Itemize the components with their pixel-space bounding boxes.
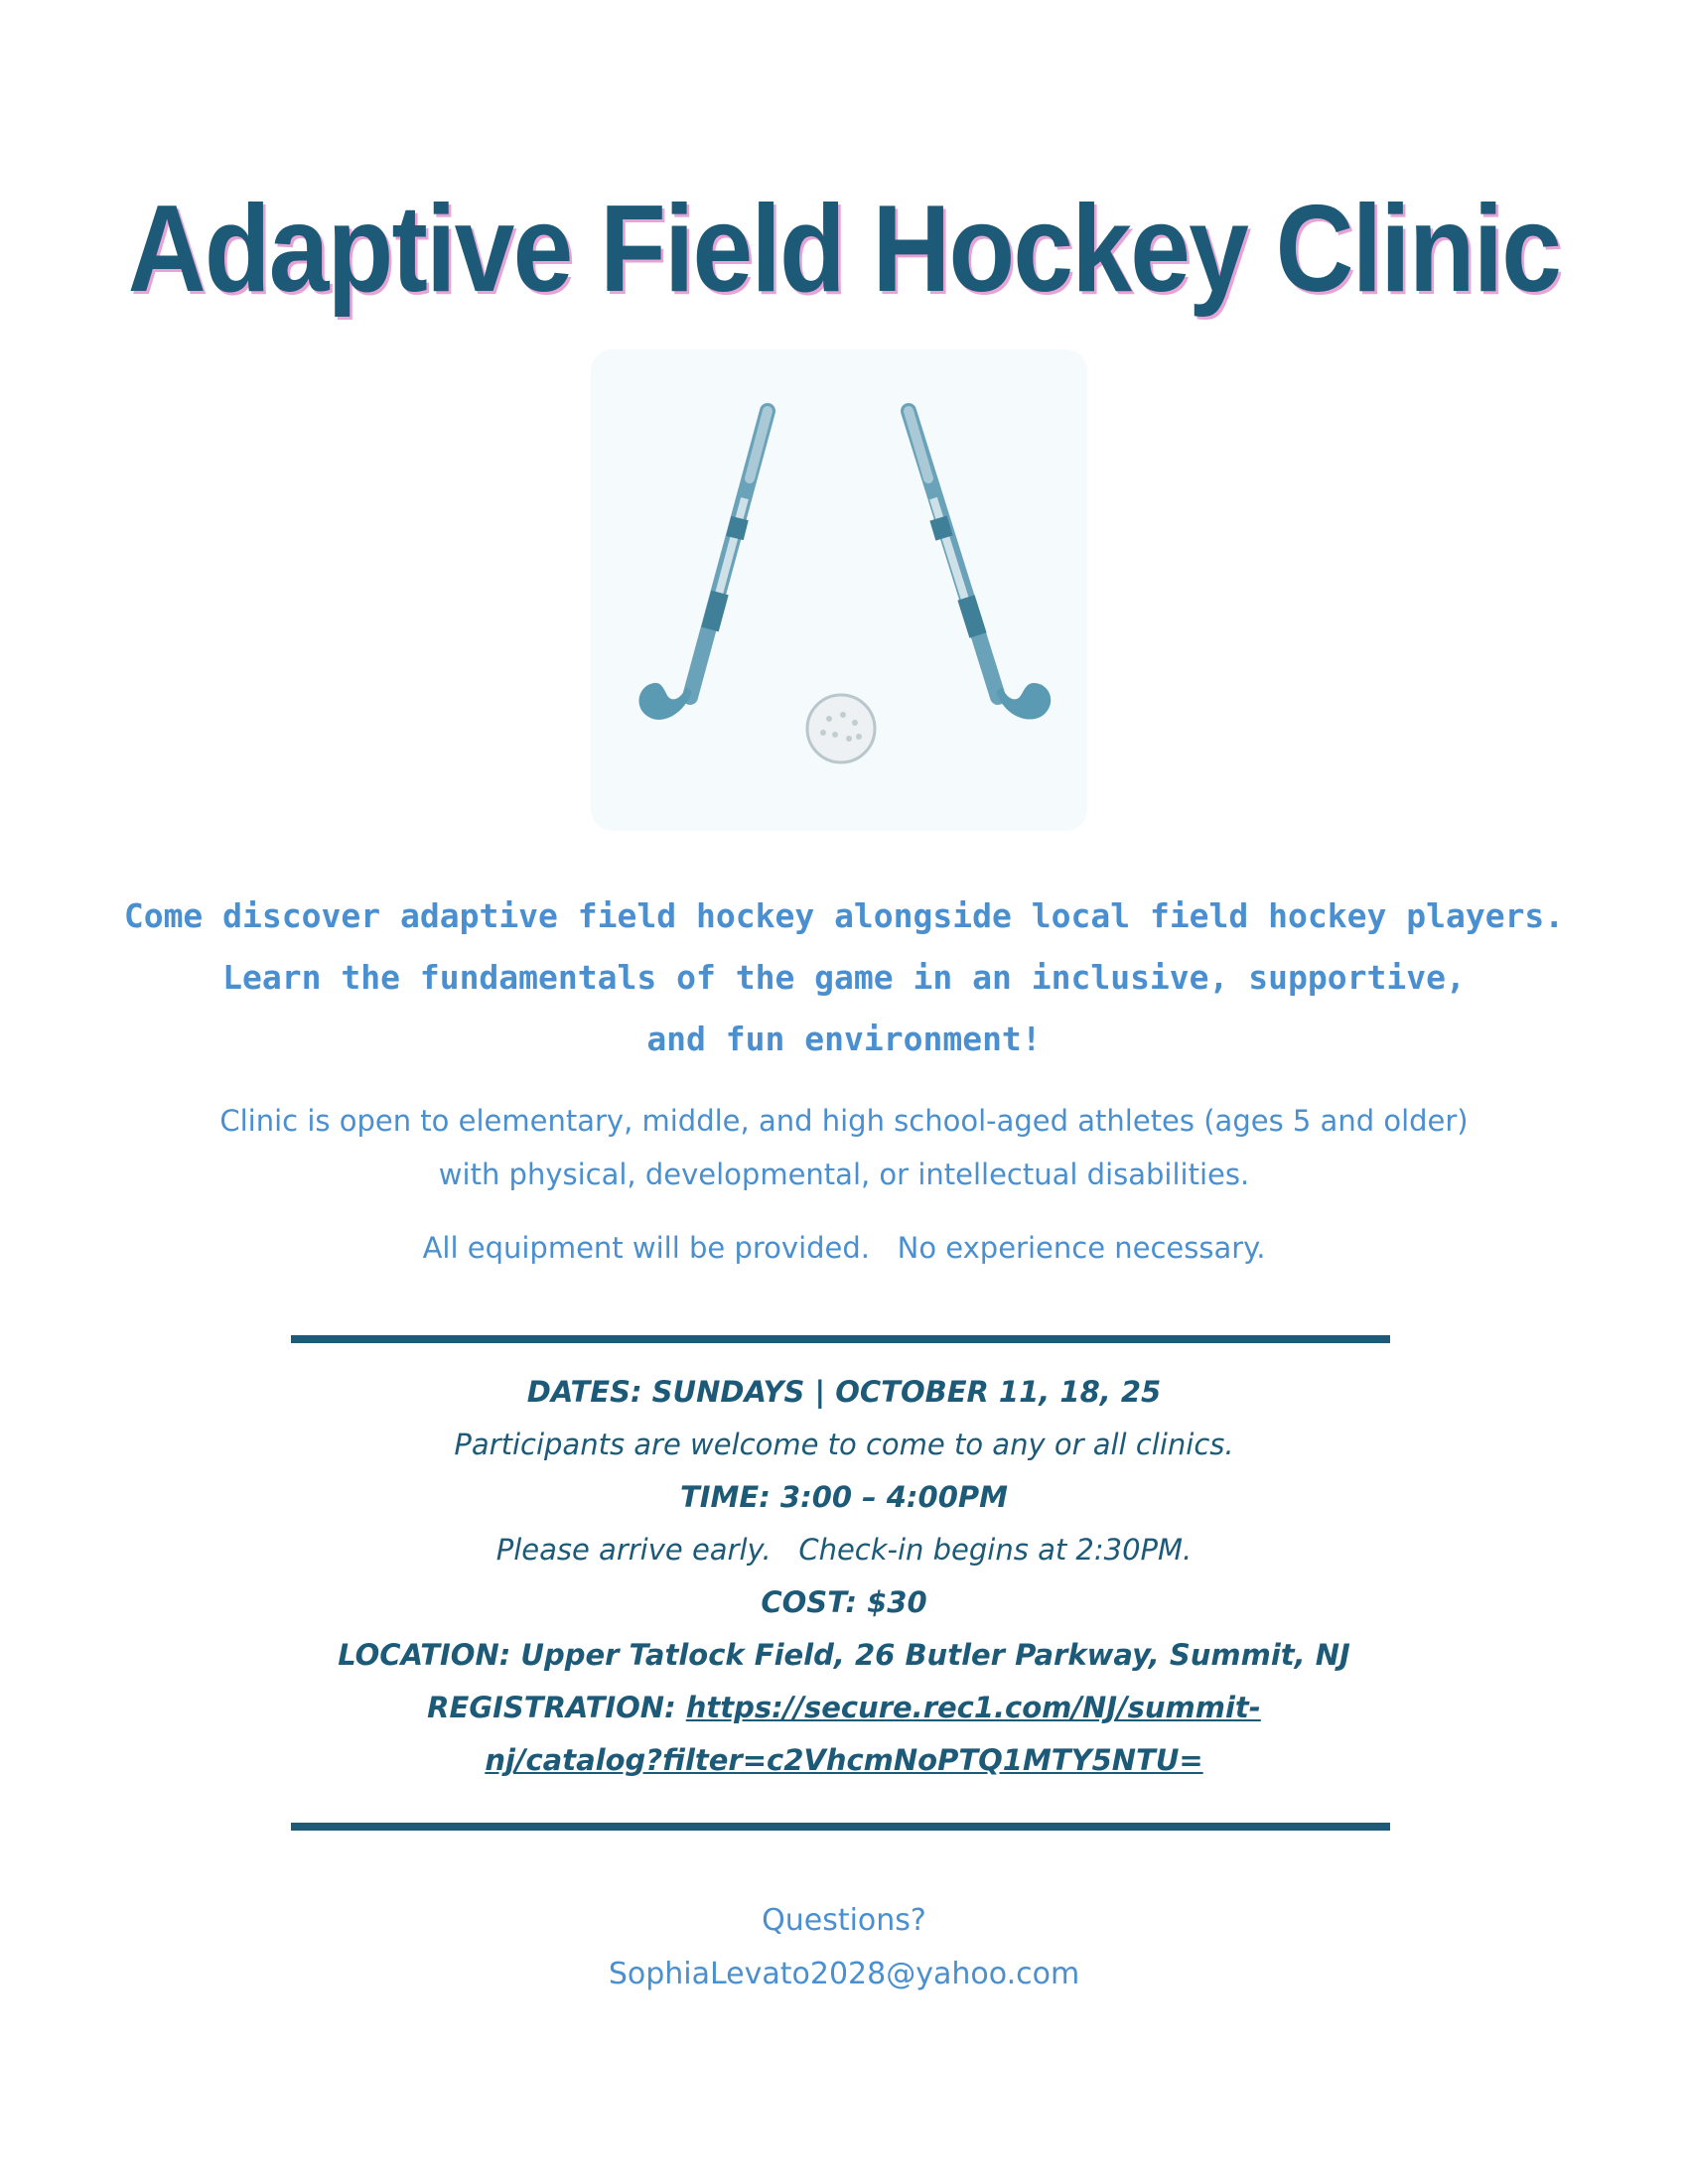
contact-email[interactable]: SophiaLevato2028@yahoo.com — [608, 1957, 1080, 1991]
dates-note: Participants are welcome to come to any or all clinics. — [454, 1428, 1234, 1461]
hockey-ball-icon — [807, 695, 875, 762]
time-line: TIME: 3:00 – 4:00PM — [679, 1480, 1008, 1514]
top-divider — [291, 1335, 1390, 1343]
registration-label: REGISTRATION: — [427, 1691, 686, 1724]
flyer-title: Adaptive Field Hockey Clinic — [127, 181, 1561, 318]
hockey-stick-right — [909, 411, 1051, 720]
hockey-stick-left — [639, 411, 768, 720]
dates-line: DATES: SUNDAYS | OCTOBER 11, 18, 25 — [526, 1375, 1162, 1409]
registration-link[interactable]: https://secure.rec1.com/NJ/summit- — [685, 1691, 1261, 1724]
eligibility-section — [99, 1094, 1589, 1275]
intro-line: Learn the fundamentals of the game in an inclusive, supportive, — [222, 958, 1466, 997]
registration-line-2 — [149, 1734, 1539, 1787]
cost-line: COST: $30 — [761, 1585, 927, 1619]
equipment-note: All equipment will be provided. No experience necessary. — [422, 1231, 1266, 1265]
registration-link-continued[interactable]: nj/catalog?filter=c2VhcmNoPTQ1MTY5NTU= — [485, 1743, 1203, 1777]
intro-line: and fun environment! — [646, 1020, 1042, 1058]
registration-line — [149, 1682, 1539, 1734]
event-details — [149, 1366, 1539, 1787]
eligibility-line: with physical, developmental, or intellectual disabilities. — [438, 1158, 1250, 1191]
location-line: LOCATION: Upper Tatlock Field, 26 Butler Parkway, Summit, NJ — [338, 1638, 1350, 1672]
intro-line: Come discover adaptive field hockey alongside local field hockey players. — [123, 896, 1565, 935]
questions-label: Questions? — [762, 1903, 926, 1938]
time-note: Please arrive early. Check-in begins at 2:30PM. — [495, 1533, 1193, 1567]
bottom-divider — [291, 1823, 1390, 1831]
intro-paragraph — [99, 886, 1589, 1070]
field-hockey-illustration — [591, 349, 1087, 831]
crossed-hockey-sticks-icon — [591, 349, 1087, 831]
contact-section — [99, 1894, 1589, 2001]
eligibility-line: Clinic is open to elementary, middle, and high school-aged athletes (ages 5 and older) — [219, 1104, 1469, 1138]
